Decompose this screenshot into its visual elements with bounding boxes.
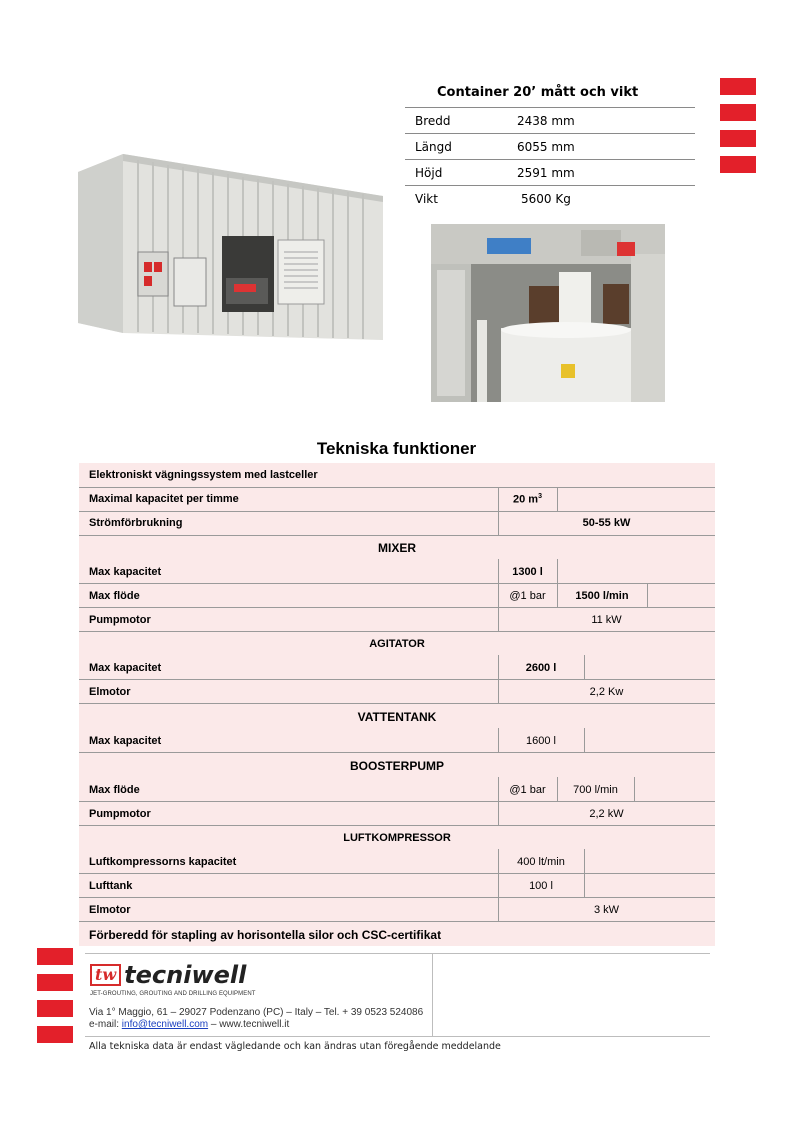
compressor-capacity-value: 400 lt/min — [517, 856, 565, 868]
compressor-motor-label: Elmotor — [89, 904, 131, 916]
weighing-label: Elektroniskt vägningssystem med lastceller — [89, 469, 318, 481]
agitator-heading: AGITATOR — [369, 638, 425, 650]
dim-label-hojd: Höjd — [415, 166, 443, 180]
agitator-capacity-label: Max kapacitet — [89, 662, 162, 674]
dim-label-langd: Längd — [415, 140, 452, 154]
note: Förberedd för stapling av horisontella silor och CSC-certifikat — [89, 928, 442, 942]
mixer-capacity-label: Max kapacitet — [89, 566, 162, 578]
col-divider — [584, 655, 585, 679]
compressor-motor-value: 3 kW — [593, 904, 620, 916]
compressor-tank-label: Lufttank — [89, 880, 133, 892]
red-bar-top-1 — [720, 78, 756, 95]
row-divider — [79, 583, 715, 584]
power-label: Strömförbrukning — [89, 517, 183, 529]
dimensions-title: Container 20’ mått och vikt — [437, 85, 639, 100]
compressor-tank-value: 100 l — [529, 880, 553, 892]
container-image — [78, 150, 383, 345]
col-divider — [557, 487, 558, 511]
agitator-capacity-value: 2600 l — [525, 662, 557, 674]
booster-flow-label: Max flöde — [89, 784, 140, 796]
max-capacity-hour-value: 20 $m^3$ — [513, 493, 542, 506]
mixer-heading: MIXER — [377, 541, 416, 555]
col-divider — [634, 777, 635, 801]
red-bar-bottom-2 — [37, 974, 73, 991]
red-bar-bottom-1 — [37, 948, 73, 965]
mixer-flow-pressure: @1 bar — [509, 590, 546, 602]
mixer-flow-value: 1500 l/min — [575, 590, 629, 602]
col-divider — [647, 583, 648, 607]
disclaimer: Alla tekniska data är endast vägledande och kan ändras utan föregående meddelande — [89, 1041, 501, 1052]
dim-value-bredd: 2438 mm — [517, 114, 575, 128]
tech-title: Tekniska funktioner — [316, 439, 477, 458]
footer-rule-bottom — [85, 1036, 710, 1037]
row-divider — [79, 897, 715, 898]
row-divider — [79, 487, 715, 488]
row-divider — [79, 631, 715, 632]
booster-pump-label: Pumpmotor — [89, 808, 151, 820]
logo-tagline: JET-GROUTING, GROUTING AND DRILLING EQUIPMENT — [90, 991, 256, 997]
booster-pump-value: 2,2 kW — [589, 808, 624, 820]
footer-divider — [432, 953, 433, 1036]
row-divider — [79, 511, 715, 512]
red-bar-bottom-4 — [37, 1026, 73, 1043]
dimensions-rule — [405, 159, 695, 160]
row-divider — [79, 825, 715, 826]
compressor-capacity-label: Luftkompressorns kapacitet — [89, 856, 237, 868]
footer-rule-top — [85, 953, 710, 954]
compressor-heading: LUFTKOMPRESSOR — [343, 832, 451, 844]
row-divider — [79, 752, 715, 753]
red-bar-top-4 — [720, 156, 756, 173]
dim-value-vikt: 5600 Kg — [521, 192, 571, 206]
watertank-capacity-value: 1600 l — [526, 735, 556, 747]
address: Via 1° Maggio, 61 – 29027 Podenzano (PC) – Italy – Tel. + 39 0523 524086 — [89, 1007, 424, 1018]
mixer-pump-value: 11 kW — [591, 614, 622, 626]
row-divider — [79, 873, 715, 874]
row-divider — [79, 679, 715, 680]
row-divider — [79, 607, 715, 608]
logo-name: tecniwell — [124, 961, 247, 989]
mixer-pump-label: Pumpmotor — [89, 614, 151, 626]
dimensions-rule — [405, 185, 695, 186]
col-divider — [584, 849, 585, 897]
watertank-heading: VATTENTANK — [357, 710, 437, 724]
tecniwell-logo — [90, 961, 256, 997]
watertank-capacity-label: Max kapacitet — [89, 735, 162, 747]
col-divider — [584, 728, 585, 752]
row-divider — [79, 703, 715, 704]
red-bar-top-2 — [720, 104, 756, 121]
email-link[interactable]: info@tecniwell.com — [121, 1019, 209, 1030]
dim-value-hojd: 2591 mm — [517, 166, 575, 180]
row-divider — [79, 801, 715, 802]
red-bar-top-3 — [720, 130, 756, 147]
power-value: 50-55 kW — [582, 517, 631, 529]
dimensions-rule — [405, 133, 695, 134]
dimensions-rule — [405, 107, 695, 108]
dim-label-vikt: Vikt — [415, 192, 438, 206]
booster-flow-value: 700 l/min — [573, 784, 618, 796]
mixer-capacity-value: 1300 l — [512, 566, 543, 578]
row-divider — [79, 535, 715, 536]
dim-label-bredd: Bredd — [415, 114, 451, 128]
max-capacity-hour-label: Maximal kapacitet per timme — [89, 493, 239, 505]
dim-value-langd: 6055 mm — [517, 140, 575, 154]
booster-heading: BOOSTERPUMP — [349, 759, 444, 773]
agitator-motor-value: 2,2 Kw — [589, 686, 624, 698]
booster-flow-pressure: @1 bar — [509, 784, 546, 796]
interior-photo — [431, 224, 665, 402]
contact-line: e-mail: info@tecniwell.com – www.tecniwell.it — [89, 1019, 290, 1030]
mixer-flow-label: Max flöde — [89, 590, 140, 602]
row-divider — [79, 921, 715, 922]
agitator-motor-label: Elmotor — [89, 686, 131, 698]
red-bar-bottom-3 — [37, 1000, 73, 1017]
logo-mark: tw — [90, 964, 121, 986]
